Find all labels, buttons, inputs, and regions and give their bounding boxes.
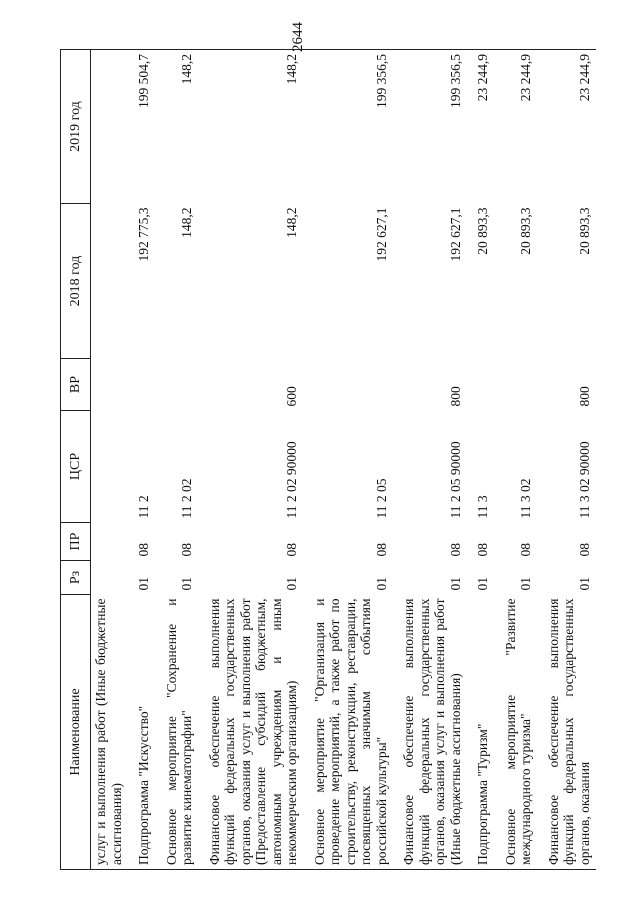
budget-table (60, 49, 596, 870)
row-pr: 08 (475, 543, 490, 557)
row-2018: 20 893,3 (518, 207, 533, 255)
row-2018: 192 627,1 (447, 207, 463, 262)
row-2019: 23 244,9 (467, 50, 495, 204)
row-name: Финансовое обеспечение выполнения функций федеральных государственных органов, оказания услуг и выполнения работ (Иные бюджетные ассигнования) (393, 595, 467, 870)
row-csr: 11 3 (475, 495, 490, 519)
row-2019: 23 244,9 (495, 50, 538, 204)
table-row (304, 50, 394, 870)
row-vr (304, 359, 394, 411)
row-vr (467, 359, 495, 411)
table-row (128, 50, 156, 870)
header-2018: 2018 год (61, 204, 91, 359)
header-pr: ПР (61, 523, 91, 561)
row-vr (128, 359, 156, 411)
table-row (393, 50, 467, 870)
row-2018 (91, 204, 129, 359)
row-pr: 08 (136, 543, 151, 557)
row-2019: 199 504,7 (128, 50, 156, 204)
row-name: Подпрограмма "Туризм" (467, 595, 495, 870)
row-csr: 11 2 05 (373, 478, 389, 519)
header-2019: 2019 год (61, 50, 91, 204)
row-rz: 01 (136, 577, 151, 591)
row-csr (91, 411, 129, 523)
table-row (495, 50, 538, 870)
row-pr: 08 (576, 543, 592, 557)
table-header-row (61, 50, 91, 870)
row-csr: 11 2 (136, 495, 151, 519)
row-vr (495, 359, 538, 411)
row-2018: 192 627,1 (373, 207, 389, 262)
row-2018: 148,2 (179, 207, 194, 238)
row-2018: 20 893,3 (475, 207, 490, 255)
row-2019: 199 356,5 (393, 50, 467, 204)
row-csr: 11 3 02 90000 (576, 441, 592, 519)
row-rz (91, 561, 129, 595)
row-rz: 01 (475, 577, 490, 591)
row-2018: 148,2 (284, 207, 299, 238)
row-name: Основное мероприятие "Сохранение и развитие кинематографии" (156, 595, 199, 870)
row-rz: 01 (576, 577, 592, 591)
row-name: Основное мероприятие "Организация и проведение мероприятий, а также работ по строительству, реконструкции, реставрации, посвященных значимым событиям российской культуры" (304, 595, 394, 870)
row-name: Подпрограмма "Искусство" (128, 595, 156, 870)
table-row (156, 50, 199, 870)
row-2018: 192 775,3 (136, 207, 151, 262)
row-pr (91, 523, 129, 561)
page-number: 2644 (290, 22, 306, 52)
header-rz: Рз (61, 561, 91, 595)
row-name: Финансовое обеспечение выполнения функций федеральных государственных органов, оказания (538, 595, 597, 870)
row-2019: 199 356,5 (304, 50, 394, 204)
row-rz: 01 (179, 577, 194, 591)
table-row (91, 50, 129, 870)
row-csr: 11 2 02 (179, 478, 194, 519)
rotated-page-content (60, 50, 605, 870)
row-vr: 800 (447, 386, 463, 407)
row-2018: 20 893,3 (576, 207, 592, 255)
row-csr: 11 2 02 90000 (284, 441, 299, 519)
row-2019: 23 244,9 (538, 50, 597, 204)
row-pr: 08 (373, 543, 389, 557)
row-2019: 148,2 (156, 50, 199, 204)
row-csr: 11 2 05 90000 (447, 441, 463, 519)
row-vr (91, 359, 129, 411)
row-vr: 600 (284, 386, 299, 407)
row-rz: 01 (373, 577, 389, 591)
row-rz: 01 (284, 577, 299, 591)
row-name: услуг и выполнения работ (Иные бюджетные ассигнования) (91, 595, 129, 870)
row-rz: 01 (518, 577, 533, 591)
row-name: Основное мероприятие "Развитие международного туризма" (495, 595, 538, 870)
row-pr: 08 (518, 543, 533, 557)
row-vr: 800 (576, 386, 592, 407)
row-2019: 148,2 (199, 50, 304, 204)
table-row (199, 50, 304, 870)
row-pr: 08 (179, 543, 194, 557)
row-2019 (91, 50, 129, 204)
row-name: Финансовое обеспечение выполнения функций федеральных государственных органов, оказания услуг и выполнения работ (Предоставление субсидий бюджетным, автономным учреждениям и иным некоммерческим организациям) (199, 595, 304, 870)
header-name: Наименование (61, 595, 91, 870)
row-rz: 01 (447, 577, 463, 591)
row-csr: 11 3 02 (518, 478, 533, 519)
header-vr: ВР (61, 359, 91, 411)
header-csr: ЦСР (61, 411, 91, 523)
row-vr (156, 359, 199, 411)
row-pr: 08 (284, 543, 299, 557)
row-pr: 08 (447, 543, 463, 557)
table-row (467, 50, 495, 870)
table-row (538, 50, 597, 870)
